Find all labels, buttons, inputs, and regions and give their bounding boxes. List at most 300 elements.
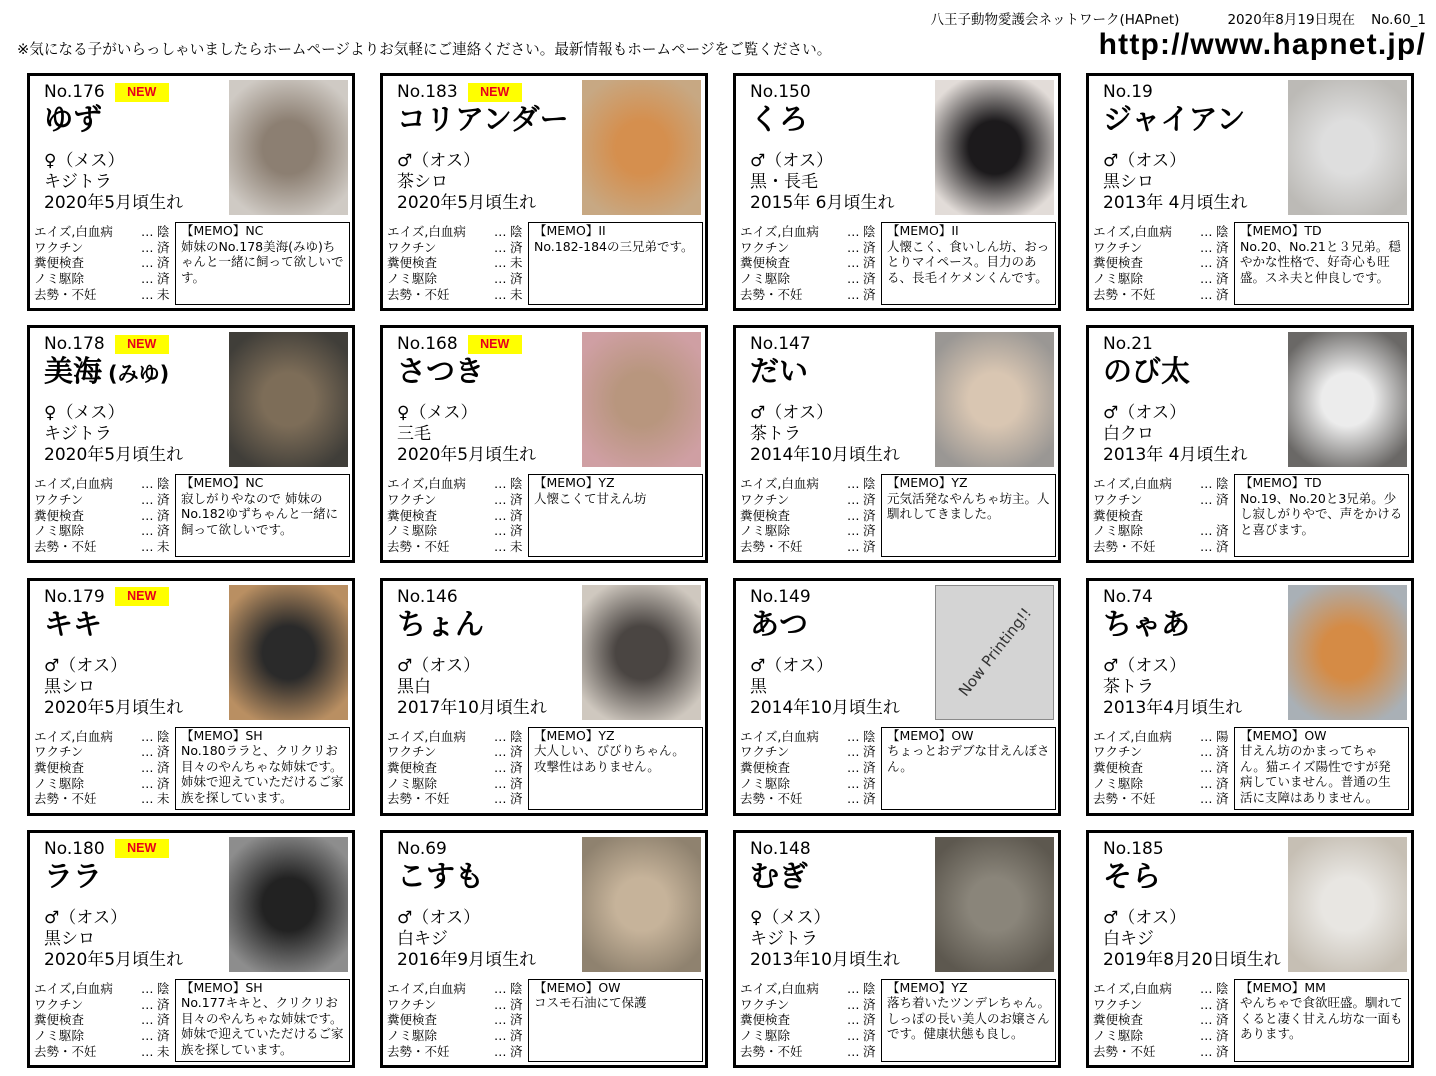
status-row	[34, 508, 170, 524]
status-row	[387, 287, 523, 303]
cat-birth: 2020年5月頃生れ	[397, 193, 537, 213]
cat-number: No.185	[1103, 838, 1164, 859]
status-separator: …	[1200, 476, 1213, 492]
cat-card	[733, 325, 1061, 563]
memo-text: No.180ララと、クリクリお目々のやんちゃな姉妹です。姉妹で迎えていただけるご家族を探しています。	[181, 743, 344, 805]
status-label: 去勢・不妊	[740, 1043, 803, 1059]
cat-photo	[1288, 585, 1407, 720]
status-separator: …	[141, 980, 154, 996]
cat-photo	[935, 837, 1054, 972]
memo-author: YZ	[598, 475, 615, 491]
cat-card	[380, 830, 708, 1068]
website-url-link[interactable]: http://www.hapnet.jp/	[1098, 28, 1426, 61]
status-separator: …	[847, 744, 860, 760]
memo-label: 【MEMO】	[181, 727, 246, 743]
status-value: 済	[863, 239, 876, 255]
cat-birth: 2020年5月頃生れ	[397, 445, 537, 466]
status-label: 去勢・不妊	[740, 539, 803, 555]
status-separator: …	[141, 476, 154, 492]
status-row	[34, 1028, 170, 1044]
cat-coat: 三毛	[397, 424, 431, 445]
memo-label: 【MEMO】	[887, 475, 952, 491]
status-value: 済	[510, 996, 523, 1012]
status-label: ノミ駆除	[387, 1028, 438, 1043]
cat-coat: 黒白	[397, 676, 431, 697]
memo-header	[534, 728, 697, 744]
card-header	[750, 839, 811, 859]
status-separator: …	[494, 1043, 507, 1059]
cat-photo	[229, 585, 348, 720]
status-row	[740, 1028, 876, 1044]
status-separator: …	[847, 523, 860, 539]
cat-name-text: キキ	[44, 606, 103, 641]
status-separator: …	[141, 286, 154, 302]
cat-name-text: コリアンダー	[397, 102, 569, 136]
status-row	[387, 492, 523, 508]
status-separator: …	[847, 791, 860, 807]
cat-sex: ♂（オス）	[750, 403, 834, 424]
status-label: ワクチン	[34, 239, 84, 255]
cat-sex: ♂（オス）	[750, 655, 834, 676]
memo-label: 【MEMO】	[181, 223, 246, 238]
status-label: ワクチン	[387, 492, 437, 507]
card-header	[750, 334, 811, 354]
cat-photo	[582, 585, 701, 720]
status-value: 済	[510, 507, 523, 523]
status-separator: …	[494, 728, 507, 744]
memo-author: YZ	[951, 979, 968, 995]
cat-name-text: ゆず	[44, 102, 103, 136]
cat-name	[750, 353, 808, 389]
status-label: 去勢・不妊	[1093, 539, 1156, 555]
health-status-list	[740, 729, 876, 808]
memo-label: 【MEMO】	[534, 475, 599, 491]
new-badge: NEW	[115, 335, 169, 354]
status-value: 済	[863, 996, 876, 1012]
cat-coat: 白キジ	[1103, 928, 1154, 949]
status-value: 済	[157, 239, 170, 255]
cat-card	[1086, 578, 1414, 816]
memo-label: 【MEMO】	[887, 223, 952, 238]
status-value: 済	[510, 523, 523, 539]
status-separator: …	[847, 728, 860, 744]
status-separator: …	[494, 507, 507, 523]
status-row	[1093, 1028, 1229, 1044]
status-label: ワクチン	[740, 239, 790, 255]
cat-birth: 2020年5月頃生れ	[44, 697, 184, 718]
memo-author: II	[598, 223, 606, 238]
cat-coat: 黒	[750, 676, 767, 697]
status-label: ワクチン	[34, 744, 84, 760]
status-separator: …	[141, 791, 154, 807]
cat-name-text: だい	[750, 354, 809, 389]
new-badge: NEW	[115, 587, 169, 606]
status-row	[34, 224, 170, 240]
status-separator: …	[141, 744, 154, 760]
status-row	[740, 271, 876, 287]
status-separator: …	[141, 507, 154, 523]
status-value: 済	[863, 271, 876, 287]
status-row	[740, 523, 876, 539]
cat-birth: 2013年10月頃生れ	[750, 949, 900, 970]
status-value: 済	[157, 744, 170, 760]
status-row	[1093, 760, 1229, 776]
status-separator: …	[494, 224, 507, 239]
status-label: 去勢・不妊	[1093, 791, 1156, 807]
status-separator: …	[141, 255, 154, 271]
cat-name-reading: (みゆ)	[108, 362, 170, 387]
cat-coat: 白クロ	[1103, 424, 1154, 445]
status-separator: …	[494, 1028, 507, 1043]
status-value: 陰	[510, 980, 523, 996]
status-separator: …	[141, 996, 154, 1012]
status-row	[387, 224, 523, 240]
status-value: 陰	[510, 476, 523, 492]
cat-name	[1103, 858, 1161, 894]
health-status-list	[740, 476, 876, 555]
health-status-list	[387, 224, 523, 303]
cat-number: No.149	[750, 586, 811, 607]
status-label: 糞便検査	[1093, 255, 1144, 271]
status-value: 済	[157, 1028, 170, 1043]
status-value: 済	[863, 760, 876, 775]
status-separator: …	[1200, 775, 1213, 791]
health-status-list	[1093, 224, 1229, 303]
cat-photo	[1288, 80, 1407, 215]
cat-coat: 黒・長毛	[750, 172, 818, 192]
cat-birth: 2020年5月頃生れ	[44, 445, 184, 466]
status-value: 済	[510, 239, 523, 255]
memo-author: OW	[598, 979, 621, 995]
health-status-list	[387, 476, 523, 555]
status-row	[1093, 1012, 1229, 1028]
status-value: 済	[1216, 1028, 1229, 1043]
cat-photo	[582, 837, 701, 972]
cat-birth: 2013年 4月頃生れ	[1103, 193, 1248, 213]
status-row	[34, 523, 170, 539]
cat-birth: 2014年10月頃生れ	[750, 445, 900, 466]
cat-name	[1103, 353, 1190, 389]
status-row	[34, 539, 170, 555]
memo-label: 【MEMO】	[887, 727, 952, 743]
status-label: ノミ駆除	[387, 523, 438, 539]
card-header	[1103, 839, 1164, 859]
status-separator: …	[847, 492, 860, 507]
memo-box	[1234, 222, 1409, 305]
memo-label: 【MEMO】	[534, 727, 599, 743]
cat-card	[27, 325, 355, 563]
health-status-list	[387, 981, 523, 1060]
memo-author: YZ	[598, 727, 615, 743]
memo-author: SH	[245, 727, 263, 743]
status-label: ワクチン	[1093, 996, 1143, 1012]
status-row	[1093, 492, 1229, 508]
status-value: 陰	[1216, 476, 1229, 492]
status-row	[1093, 539, 1229, 555]
cat-number: No.180	[44, 838, 105, 859]
status-row	[34, 271, 170, 287]
memo-label: 【MEMO】	[1240, 223, 1305, 238]
status-label: エイズ,白血病	[34, 980, 113, 996]
status-separator: …	[141, 539, 154, 555]
cat-coat: 茶シロ	[397, 172, 448, 192]
status-label: 糞便検査	[387, 507, 438, 523]
card-header	[397, 82, 522, 102]
card-header	[44, 334, 169, 354]
status-value: 陰	[157, 476, 170, 492]
memo-label: 【MEMO】	[181, 475, 246, 491]
memo-author: OW	[1304, 727, 1327, 743]
cat-card	[27, 830, 355, 1068]
cat-birth: 2017年10月頃生れ	[397, 697, 547, 718]
status-label: ワクチン	[740, 492, 790, 507]
status-label: 糞便検査	[34, 1012, 85, 1028]
memo-header	[1240, 728, 1403, 744]
status-row	[387, 981, 523, 997]
card-header	[1103, 587, 1153, 607]
status-value: 未	[510, 539, 523, 555]
status-value: 済	[1216, 1043, 1229, 1059]
health-status-list	[387, 729, 523, 808]
status-label: ノミ駆除	[387, 271, 438, 287]
status-label: 糞便検査	[1093, 507, 1144, 523]
status-row	[740, 255, 876, 271]
status-separator: …	[847, 980, 860, 996]
status-separator: …	[141, 523, 154, 539]
memo-author: YZ	[951, 475, 968, 491]
memo-author: SH	[245, 979, 263, 995]
cat-number: No.150	[750, 82, 811, 102]
status-row	[387, 508, 523, 524]
status-row	[1093, 508, 1229, 524]
health-status-list	[740, 224, 876, 303]
status-label: ワクチン	[1093, 239, 1143, 255]
status-value: 済	[1216, 539, 1229, 555]
new-badge: NEW	[115, 839, 169, 858]
status-value: 済	[863, 791, 876, 807]
status-label: 糞便検査	[740, 1012, 791, 1028]
status-separator: …	[494, 791, 507, 807]
cat-coat: 黒シロ	[1103, 172, 1154, 192]
cat-card	[1086, 73, 1414, 311]
status-value: 済	[157, 1012, 170, 1028]
status-separator: …	[1200, 1012, 1213, 1028]
cat-card	[27, 73, 355, 311]
memo-text: No.182-184の三兄弟です。	[534, 238, 694, 254]
status-row	[34, 791, 170, 807]
status-row	[34, 981, 170, 997]
status-value: 済	[157, 775, 170, 791]
card-header	[397, 839, 447, 859]
memo-header	[181, 223, 344, 239]
status-value: 済	[1216, 271, 1229, 287]
cat-card	[733, 578, 1061, 816]
status-separator: …	[494, 286, 507, 302]
memo-text: 元気活発なやんちゃ坊主。人馴れしてきました。	[887, 490, 1050, 522]
status-label: エイズ,白血病	[1093, 980, 1172, 996]
health-status-list	[34, 476, 170, 555]
memo-author: TD	[1304, 475, 1322, 491]
status-value: 陰	[863, 476, 876, 492]
status-row	[34, 287, 170, 303]
cat-name-text: ララ	[44, 858, 103, 893]
memo-author: NC	[245, 223, 264, 238]
status-value: 済	[863, 1028, 876, 1043]
status-value: 陰	[157, 224, 170, 239]
status-value: 未	[157, 539, 170, 555]
now-printing-label: Now Printing!!	[954, 604, 1035, 700]
status-row	[34, 492, 170, 508]
cat-photo	[935, 332, 1054, 467]
status-label: 糞便検査	[740, 760, 791, 775]
status-separator: …	[494, 996, 507, 1012]
status-value: 陽	[1216, 728, 1229, 744]
status-value: 陰	[157, 728, 170, 744]
new-badge: NEW	[115, 83, 169, 102]
status-row	[1093, 240, 1229, 256]
status-separator: …	[847, 1043, 860, 1059]
status-value: 未	[510, 255, 523, 271]
status-label: ノミ駆除	[740, 775, 791, 791]
status-value: 済	[1216, 286, 1229, 302]
status-label: エイズ,白血病	[740, 980, 819, 996]
status-separator: …	[847, 507, 860, 523]
new-badge: NEW	[468, 335, 522, 354]
cat-number: No.179	[44, 586, 105, 607]
health-status-list	[34, 981, 170, 1060]
status-value: 未	[510, 286, 523, 302]
memo-header	[1240, 223, 1403, 239]
status-row	[387, 271, 523, 287]
status-separator: …	[494, 744, 507, 760]
cat-birth: 2016年9月頃生れ	[397, 949, 537, 970]
status-separator: …	[1200, 996, 1213, 1012]
memo-label: 【MEMO】	[181, 979, 246, 995]
card-header	[750, 587, 811, 607]
status-value: 済	[863, 286, 876, 302]
memo-text: コスモ石油にて保護	[534, 995, 647, 1011]
memo-author: OW	[951, 727, 974, 743]
status-separator: …	[141, 760, 154, 775]
memo-header	[534, 980, 697, 996]
cat-birth: 2014年10月頃生れ	[750, 697, 900, 718]
memo-box	[881, 222, 1056, 305]
status-label: 糞便検査	[740, 507, 791, 523]
cat-name	[397, 606, 484, 642]
memo-header	[181, 728, 344, 744]
status-row	[34, 1044, 170, 1060]
status-row	[740, 776, 876, 792]
health-status-list	[1093, 729, 1229, 808]
status-value: 済	[510, 1043, 523, 1059]
status-value: 済	[863, 255, 876, 271]
card-header	[44, 587, 169, 607]
cat-number: No.183	[397, 82, 458, 102]
cat-sex: ♂（オス）	[44, 907, 128, 928]
status-label: 去勢・不妊	[34, 539, 97, 555]
cat-coat: 白キジ	[397, 928, 448, 949]
status-label: エイズ,白血病	[1093, 224, 1172, 239]
memo-header	[887, 728, 1050, 744]
status-label: ワクチン	[740, 744, 790, 760]
status-row	[387, 744, 523, 760]
cat-card	[733, 830, 1061, 1068]
memo-text: No.20、No.21と３兄弟。穏やかな性格で、好奇心も旺盛。スネ夫と仲良しです。	[1240, 238, 1401, 285]
cat-name	[750, 858, 808, 894]
cat-card	[1086, 830, 1414, 1068]
status-value: 済	[510, 1012, 523, 1028]
status-separator: …	[141, 492, 154, 507]
memo-text: ちょっとおデブな甘えんぼさん。	[887, 743, 1050, 774]
cat-name-text: ちゃあ	[1103, 606, 1191, 641]
status-separator: …	[1200, 760, 1213, 775]
status-value: 済	[1216, 775, 1229, 791]
cat-sex: ♂（オス）	[1103, 907, 1187, 928]
status-value: 済	[510, 791, 523, 807]
cat-sex: ♂（オス）	[397, 655, 481, 676]
status-label: 去勢・不妊	[387, 539, 450, 555]
cat-name-text: むぎ	[750, 858, 809, 893]
status-label: ノミ駆除	[34, 523, 85, 539]
status-separator: …	[1200, 255, 1213, 271]
status-label: ノミ駆除	[740, 523, 791, 539]
cat-name-text: ジャイアン	[1103, 102, 1246, 136]
status-row	[34, 776, 170, 792]
memo-header	[181, 980, 344, 996]
status-value: 済	[510, 775, 523, 791]
status-label: エイズ,白血病	[740, 728, 819, 744]
memo-text: 姉妹のNo.178美海(みゆ)ちゃんと一緒に飼って欲しいです。	[181, 238, 344, 285]
cat-number: No.147	[750, 334, 811, 355]
status-label: 去勢・不妊	[740, 286, 803, 302]
status-label: 糞便検査	[1093, 1012, 1144, 1028]
cat-photo	[1288, 837, 1407, 972]
memo-header	[534, 475, 697, 491]
status-label: エイズ,白血病	[387, 980, 466, 996]
status-value: 済	[1216, 492, 1229, 507]
cat-name	[1103, 101, 1245, 137]
cat-coat: 黒シロ	[44, 676, 95, 697]
cat-sex: ♀（メス）	[44, 151, 125, 171]
status-row	[740, 287, 876, 303]
memo-text: 人懐こくて甘えん坊	[534, 490, 647, 506]
status-label: 糞便検査	[34, 760, 85, 775]
cat-sex: ♂（オス）	[1103, 655, 1187, 676]
memo-author: MM	[1304, 979, 1326, 995]
status-row	[740, 729, 876, 745]
memo-label: 【MEMO】	[887, 979, 952, 995]
organization-name: 八王子動物愛護会ネットワーク(HAPnet)	[930, 12, 1180, 28]
cat-number: No.21	[1103, 334, 1153, 355]
status-label: 去勢・不妊	[34, 1043, 97, 1059]
status-row	[34, 240, 170, 256]
status-separator: …	[1200, 791, 1213, 807]
cat-photo	[582, 80, 701, 215]
status-label: ワクチン	[387, 239, 437, 255]
status-separator: …	[141, 224, 154, 239]
cat-sex: ♂（オス）	[44, 655, 128, 676]
memo-box	[1234, 979, 1409, 1062]
cat-card-grid	[27, 73, 1414, 1068]
status-row	[740, 492, 876, 508]
status-label: 糞便検査	[34, 255, 85, 271]
status-separator: …	[847, 1028, 860, 1043]
cat-photo	[229, 837, 348, 972]
memo-label: 【MEMO】	[534, 223, 599, 238]
status-separator: …	[141, 728, 154, 744]
cat-number: No.74	[1103, 586, 1153, 607]
status-value: 済	[863, 775, 876, 791]
